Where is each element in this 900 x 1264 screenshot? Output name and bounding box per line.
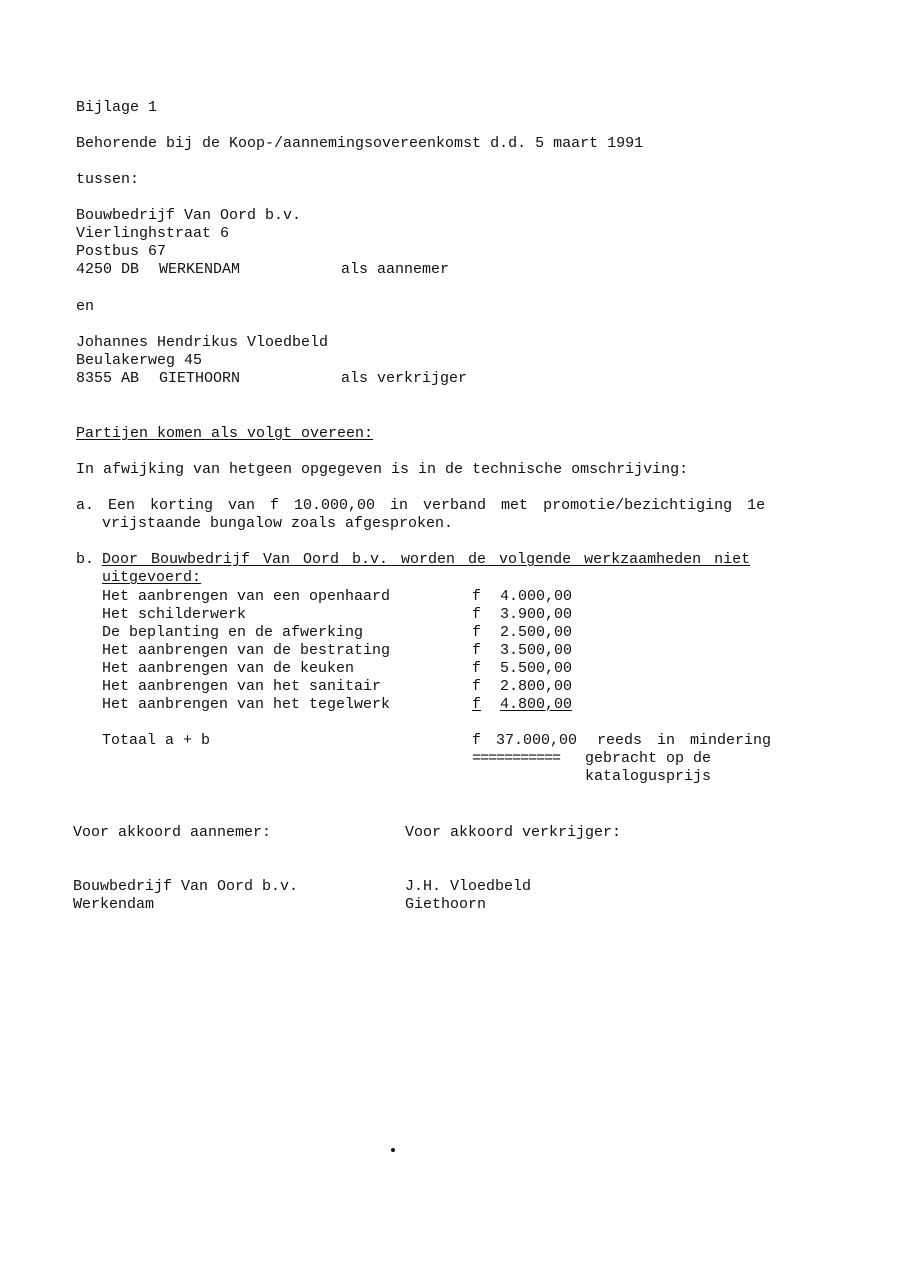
contractor-city: WERKENDAM [159, 261, 241, 278]
between-label: tussen: [76, 171, 140, 188]
total-label: Totaal a + b [102, 732, 211, 749]
item-b-marker: b. [76, 551, 95, 568]
total-double-rule: =========== [472, 750, 561, 767]
work-item-label: Het aanbrengen van een openhaard [102, 588, 391, 605]
buyer-signature-name: J.H. Vloedbeld [405, 878, 532, 895]
total-note-line-2: gebracht op de [585, 750, 712, 767]
total-note-line-1: reeds in mindering [597, 732, 772, 749]
work-item-amount: 5.500,00 [500, 660, 573, 677]
work-item-amount: 2.500,00 [500, 624, 573, 641]
contractor-role: als aannemer [341, 261, 450, 278]
item-a-line-1: Een korting van f 10.000,00 in verband met promotie/bezichtiging 1e [108, 497, 766, 514]
item-b-line-1: Door Bouwbedrijf Van Oord b.v. worden de volgende werkzaamheden niet [102, 551, 751, 568]
work-item-amount: 3.900,00 [500, 606, 573, 623]
contractor-approval-heading: Voor akkoord aannemer: [73, 824, 272, 841]
work-item-currency: f [472, 696, 482, 713]
work-item-currency: f [472, 588, 482, 605]
work-item-amount: 4.000,00 [500, 588, 573, 605]
buyer-street: Beulakerweg 45 [76, 352, 203, 369]
work-item-amount: 4.800,00 [500, 696, 573, 713]
work-item-label: Het aanbrengen van de bestrating [102, 642, 391, 659]
contractor-postcode: 4250 DB [76, 261, 140, 278]
work-item-currency: f [472, 606, 482, 623]
attachment-title: Bijlage 1 [76, 99, 158, 116]
and-label: en [76, 298, 95, 315]
buyer-signature-city: Giethoorn [405, 896, 487, 913]
work-item-amount: 2.800,00 [500, 678, 573, 695]
intro-text: In afwijking van hetgeen opgegeven is in de technische omschrijving: [76, 461, 689, 478]
agreement-reference: Behorende bij de Koop-/aannemingsovereenkomst d.d. 5 maart 1991 [76, 135, 644, 152]
work-item-label: Het aanbrengen van de keuken [102, 660, 355, 677]
work-item-label: De beplanting en de afwerking [102, 624, 364, 641]
buyer-postcode: 8355 AB [76, 370, 140, 387]
work-item-currency: f [472, 660, 482, 677]
item-b-line-2: uitgevoerd: [102, 569, 202, 586]
work-item-last-amount [472, 696, 575, 714]
work-item-amount: 3.500,00 [500, 642, 573, 659]
contractor-street: Vierlinghstraat 6 [76, 225, 230, 242]
work-item-currency: f [472, 624, 482, 641]
buyer-name: Johannes Hendrikus Vloedbeld [76, 334, 329, 351]
buyer-approval-heading: Voor akkoord verkrijger: [405, 824, 622, 841]
total-currency: f [472, 732, 482, 749]
work-item-label: Het aanbrengen van het sanitair [102, 678, 382, 695]
section-heading: Partijen komen als volgt overeen: [76, 425, 374, 442]
total-note-line-3: katalogusprijs [585, 768, 712, 785]
work-item-label: Het aanbrengen van het tegelwerk [102, 696, 391, 713]
buyer-city: GIETHOORN [159, 370, 241, 387]
contractor-signature-city: Werkendam [73, 896, 155, 913]
item-a-marker: a. [76, 497, 95, 514]
work-item-label: Het schilderwerk [102, 606, 247, 623]
page-dot [391, 1148, 395, 1152]
total-amount: 37.000,00 [496, 732, 578, 749]
work-item-currency: f [472, 642, 482, 659]
work-item-currency: f [472, 678, 482, 695]
contractor-signature-name: Bouwbedrijf Van Oord b.v. [73, 878, 299, 895]
contractor-name: Bouwbedrijf Van Oord b.v. [76, 207, 302, 224]
buyer-role: als verkrijger [341, 370, 468, 387]
contractor-postbox: Postbus 67 [76, 243, 167, 260]
item-a-line-2: vrijstaande bungalow zoals afgesproken. [102, 515, 454, 532]
